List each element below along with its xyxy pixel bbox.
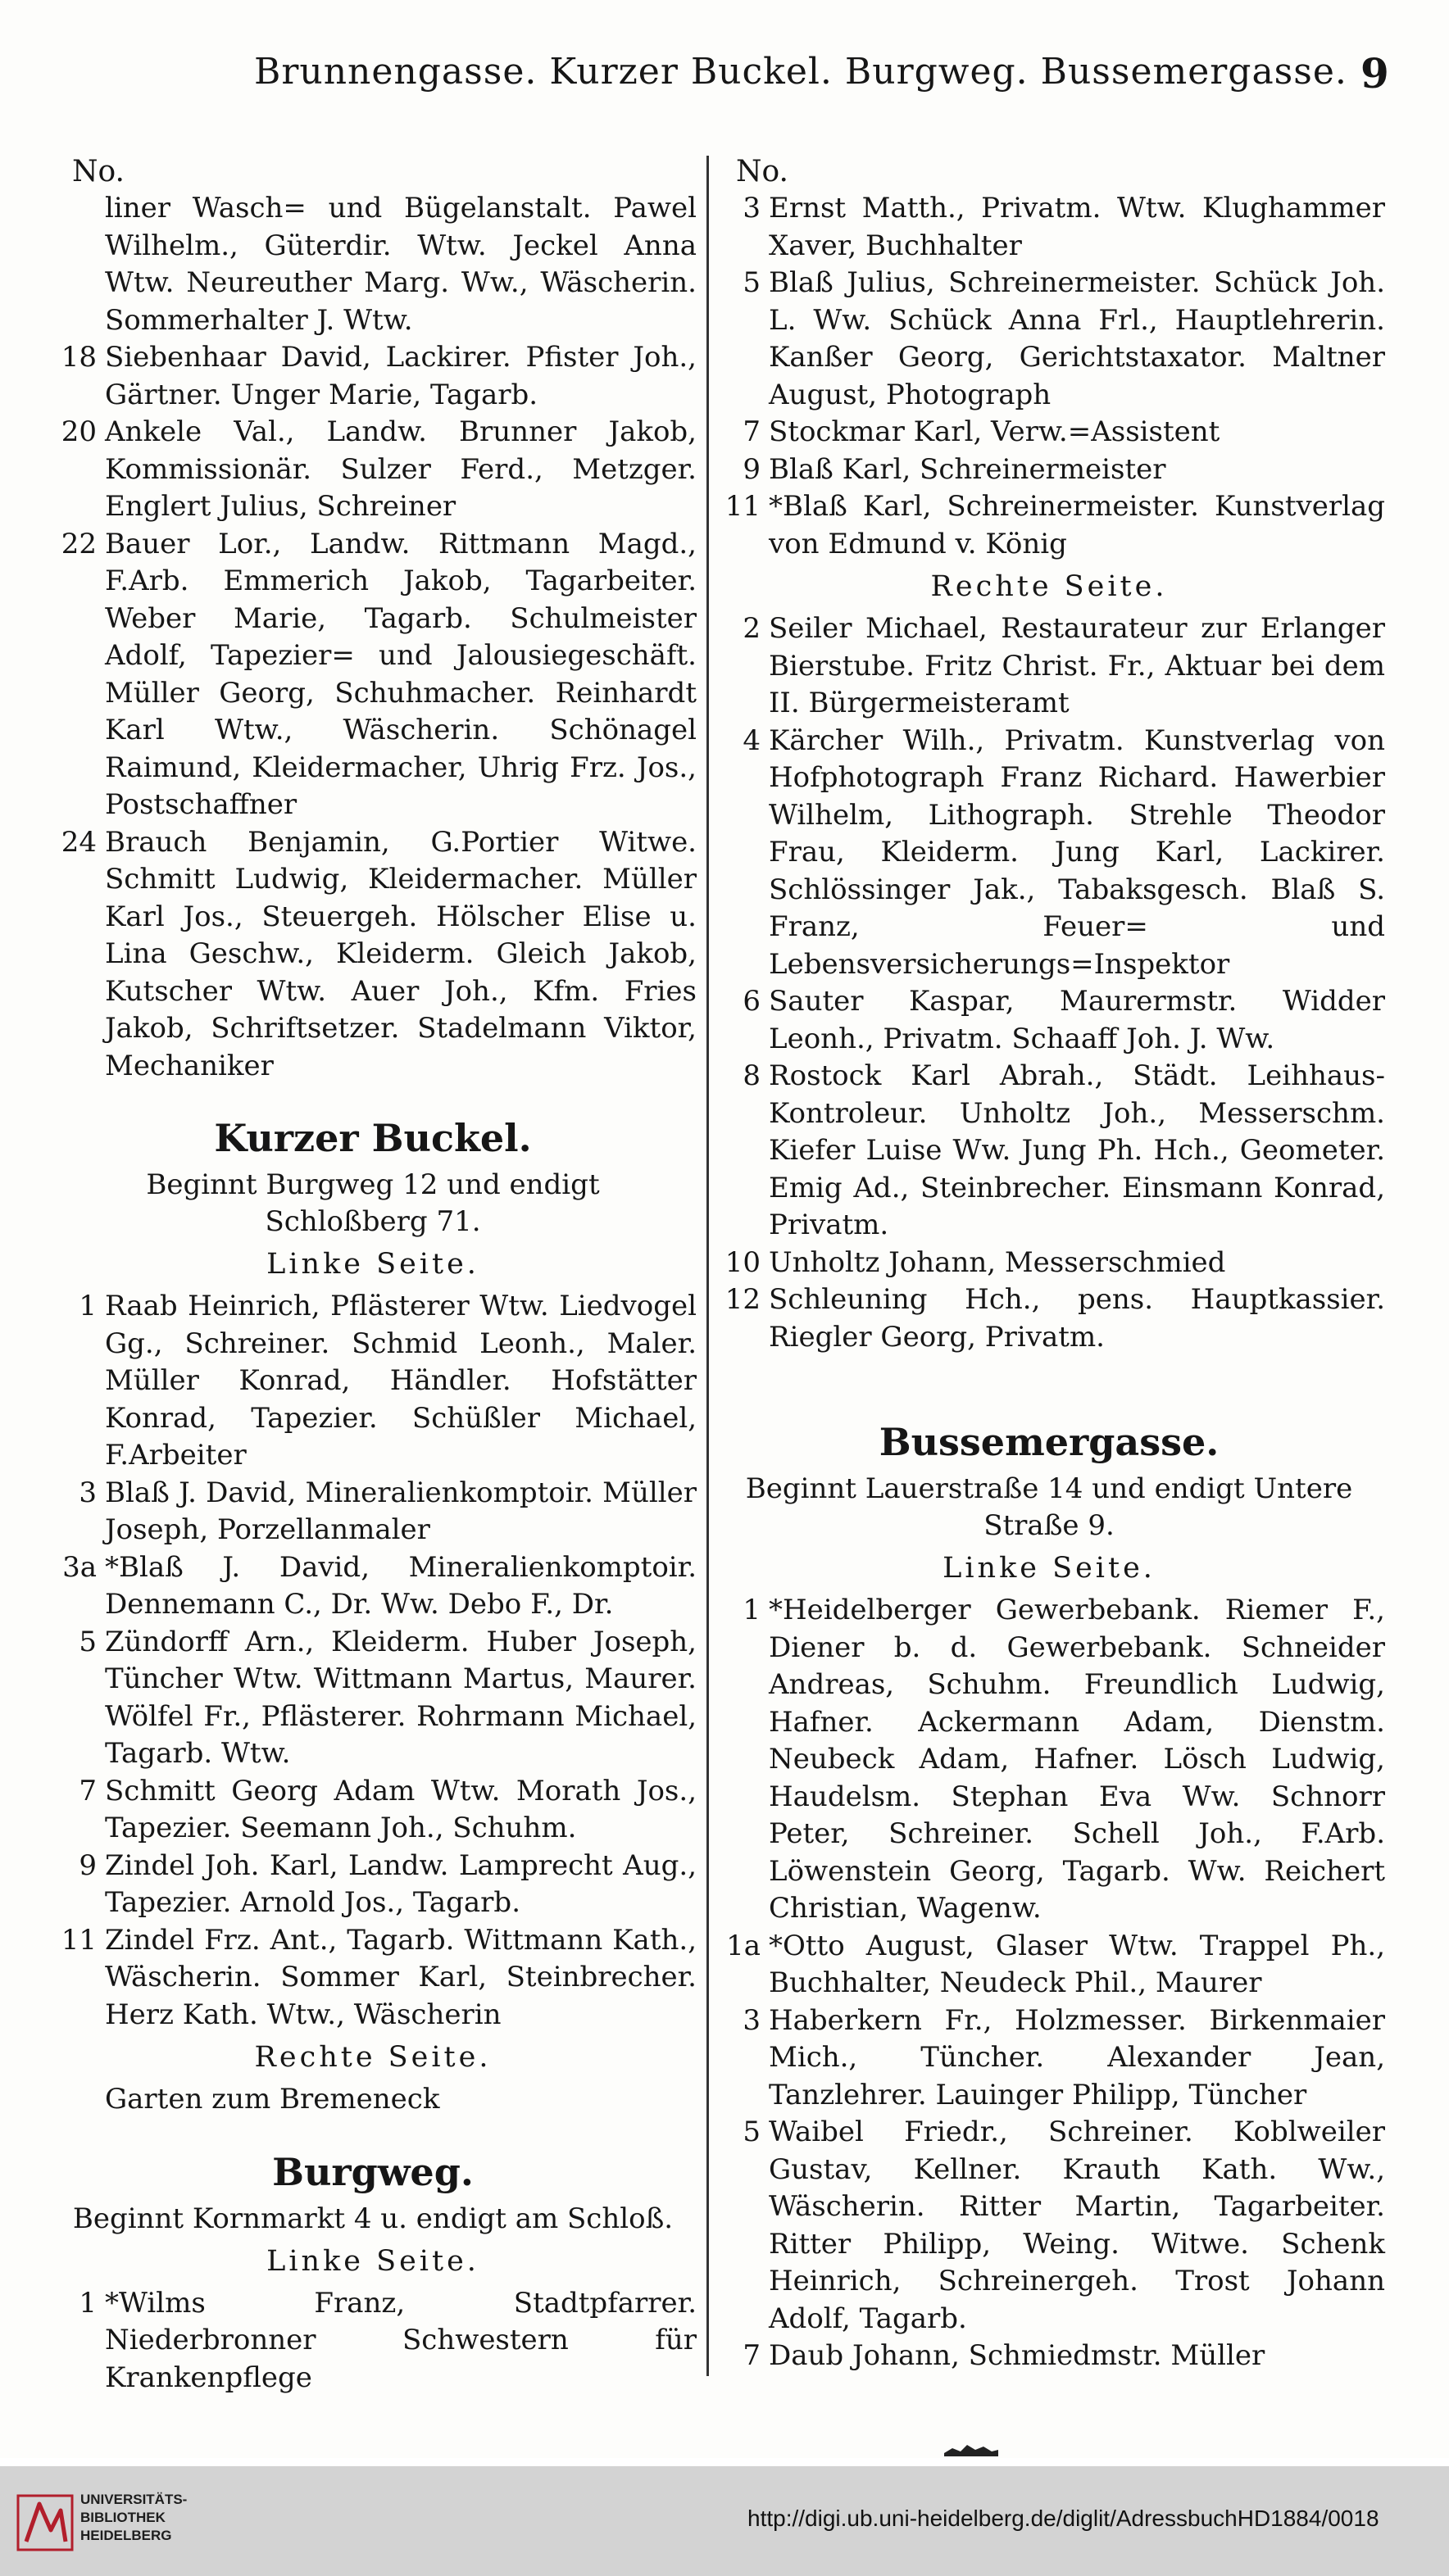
entry-text: Stockmar Karl, Verw.=Assistent — [769, 415, 1220, 448]
entry-text: Blaß Julius, Schreinermeister. Schück Joh. L. Ww. Schück Anna Frl., Hauptlehrerin. Kanßer Georg, Gerichtstaxator. Maltner August, Photograph — [769, 266, 1385, 411]
entry-text: Haberkern Fr., Holzmesser. Birkenmaier Mich., Tüncher. Alexander Jean, Tanzlehrer. Lauinger Philipp, Tüncher — [769, 2003, 1385, 2111]
entry-text: Brauch Benjamin, G.Portier Witwe. Schmitt Ludwig, Kleidermacher. Müller Karl Jos., Steuergeh. Hölscher Elise u. Lina Geschw., Kleiderm. Gleich Jakob, Kutscher Wtw. Auer Joh., Kfm. Fries Jakob, Schriftsetzer. Stadelmann Viktor, Mechaniker — [105, 825, 697, 1082]
house-number: 3 — [79, 1476, 97, 1509]
entry-text: Garten zum Bremeneck — [105, 2083, 440, 2116]
list-item — [49, 824, 697, 1086]
section-title-burgweg: Burgweg. — [272, 2149, 474, 2194]
list-item — [713, 983, 1385, 1058]
entry-text: *Heidelberger Gewerbebank. Riemer F., Diener b. d. Gewerbebank. Schneider Andreas, Schuhm. Freundlich Ludwig, Hafner. Ackermann Adam, Dienstm. Neubeck Adam, Hafner. Lösch Ludwig, Haudelsm. Stephan Eva Ww. Schnorr Peter, Schreiner. Schell Joh., F.Arb. Löwenstein Georg, Tagarb. Ww. Reichert Christian, Wagenw. — [769, 1594, 1385, 1925]
list-item — [713, 414, 1385, 451]
entry-text: Schleuning Hch., pens. Hauptkassier. Riegler Georg, Privatm. — [769, 1283, 1385, 1354]
list-item — [713, 2114, 1385, 2338]
list-item — [49, 1848, 697, 1922]
house-number: 9 — [743, 452, 761, 486]
list-item — [713, 1245, 1385, 1282]
entry-text: Kärcher Wilh., Privatm. Kunstverlag von Hofphotograph Franz Richard. Hawerbier Wilhelm, Lithograph. Strehle Theodor Frau, Kleiderm. Jung Karl, Lackirer. Schlössinger Jak., Tabaksgesch. Blaß S. Franz, Feuer= und Lebensversicherungs=Inspektor — [769, 723, 1385, 981]
logo-text — [80, 2491, 187, 2545]
number-label: No. — [736, 155, 788, 188]
page-number: 9 — [1360, 49, 1389, 98]
house-number: 5 — [79, 1625, 97, 1658]
side-heading-left: Linke Seite. — [943, 1552, 1156, 1585]
entry-text: Ankele Val., Landw. Brunner Jakob, Kommissionär. Sulzer Ferd., Metzger. Englert Julius, Schreiner — [105, 415, 697, 523]
house-number: 11 — [61, 1923, 97, 1957]
entry-text: Zündorff Arn., Kleiderm. Huber Joseph, Tüncher Wtw. Wittmann Martus, Maurer. Wölfel Fr., Pflästerer. Rohrmann Michael, Tagarb. Wtw. — [105, 1625, 697, 1770]
entry-text: Daub Johann, Schmiedmstr. Müller — [769, 2339, 1265, 2372]
list-item — [49, 1624, 697, 1773]
house-number: 24 — [61, 825, 97, 859]
entry-list — [713, 190, 1385, 563]
entry-text: Raab Heinrich, Pflästerer Wtw. Liedvogel Gg., Schreiner. Schmid Leonh., Maler. Müller Konrad, Händler. Hofstätter Konrad, Tapezier. Schüßler Michael, F.Arbeiter — [105, 1290, 697, 1472]
section-title-bussemergasse: Bussemergasse. — [879, 1420, 1220, 1464]
house-number: 11 — [724, 490, 761, 523]
house-number: 1 — [743, 1594, 761, 1626]
list-item — [49, 2081, 697, 2119]
list-item — [713, 451, 1385, 489]
entry-text: Bauer Lor., Landw. Rittmann Magd., F.Arb. Emmerich Jakob, Tagarbeiter. Weber Marie, Tagarb. Schulmeister Adolf, Tapezier= und Jalousiegeschäft. Müller Georg, Schuhmacher. Reinhardt Karl Wtw., Wäscherin. Schönagel Raimund, Kleidermacher, Uhrig Frz. Jos., Postschaffner — [105, 527, 697, 821]
house-number: 22 — [61, 527, 97, 560]
section-description: Beginnt Burgweg 12 und endigt Schloßberg 71. — [146, 1168, 600, 1238]
house-number: 3a — [62, 1550, 97, 1584]
list-item — [713, 1928, 1385, 2002]
house-number: 12 — [724, 1283, 761, 1316]
list-item — [49, 1922, 697, 2034]
section-description: Beginnt Kornmarkt 4 u. endigt am Schloß. — [72, 2202, 674, 2235]
house-number: 7 — [79, 1774, 97, 1807]
house-number: 10 — [724, 1245, 761, 1279]
house-number: 4 — [743, 723, 761, 757]
side-heading-left: Linke Seite. — [266, 2244, 479, 2278]
entry-text: Zindel Joh. Karl, Landw. Lamprecht Aug., Tapezier. Arnold Jos., Tagarb. — [105, 1848, 697, 1919]
house-number: 18 — [61, 341, 97, 374]
house-number: 8 — [743, 1059, 761, 1092]
entry-text: Siebenhaar David, Lackirer. Pfister Joh., Gärtner. Unger Marie, Tagarb. — [105, 341, 697, 411]
left-column — [49, 154, 697, 2397]
logo-line: HEIDELBERG — [80, 2528, 172, 2543]
entry-text: *Blaß J. David, Mineralienkomptoir. Dennemann C., Dr. Ww. Debo F., Dr. — [105, 1550, 697, 1621]
section-description: Beginnt Lauerstraße 14 und endigt Untere Straße 9. — [745, 1472, 1353, 1542]
house-number: 5 — [743, 2116, 761, 2148]
entry-text: Rostock Karl Abrah., Städt. Leihhaus-Kontroleur. Unholtz Joh., Messerschm. Kiefer Luise Ww. Jung Ph. Hch., Geometer. Emig Ad., Steinbrecher. Einsmann Konrad, Privatm. — [769, 1059, 1385, 1241]
list-item — [713, 2002, 1385, 2115]
logo-line: UNIVERSITÄTS- — [80, 2492, 188, 2507]
entry-list — [713, 610, 1385, 1356]
list-item — [713, 1592, 1385, 1928]
entry-text: Seiler Michael, Restaurateur zur Erlanger Bierstube. Fritz Christ. Fr., Aktuar bei dem II. Bürgermeisteramt — [769, 612, 1385, 719]
house-number: 7 — [743, 2339, 761, 2372]
house-number: 9 — [79, 1848, 97, 1882]
house-number: 3 — [743, 2003, 761, 2037]
side-heading-left: Linke Seite. — [266, 1248, 479, 1281]
list-item — [49, 2285, 697, 2397]
house-number: 1a — [726, 1929, 761, 1962]
entry-text: liner Wasch= und Bügelanstalt. Pawel Wilhelm., Güterdir. Wtw. Jeckel Anna Wtw. Neureuther Marg. Ww., Wäscherin. Sommerhalter J. Wtw. — [105, 192, 697, 337]
house-number: 6 — [743, 985, 761, 1018]
side-heading-right: Rechte Seite. — [254, 2041, 492, 2074]
house-number: 7 — [743, 415, 761, 448]
spacer — [713, 1356, 1385, 1389]
house-number: 1 — [79, 2286, 97, 2320]
entry-text: Blaß Karl, Schreinermeister — [769, 452, 1166, 486]
house-number: 1 — [79, 1290, 97, 1322]
entry-text: *Otto August, Glaser Wtw. Trappel Ph., Buchhalter, Neudeck Phil., Maurer — [769, 1929, 1385, 1999]
logo-line: BIBLIOTHEK — [80, 2510, 166, 2525]
side-heading-right: Rechte Seite. — [930, 570, 1168, 603]
list-item — [49, 1288, 697, 1475]
entry-text: Ernst Matth., Privatm. Wtw. Klughammer Xaver, Buchhalter — [769, 192, 1385, 262]
list-item — [49, 1475, 697, 1549]
right-column — [713, 154, 1385, 2375]
list-item — [49, 414, 697, 526]
number-label: No. — [72, 155, 125, 188]
list-item — [713, 610, 1385, 723]
entry-list — [49, 339, 697, 1085]
house-number: 3 — [743, 192, 761, 224]
list-item — [713, 2338, 1385, 2375]
entry-text: Waibel Friedr., Schreiner. Koblweiler Gustav, Kellner. Krauth Kath. Ww., Wäscherin. Ritter Martin, Tagarbeiter. Ritter Philipp, Weing. Witwe. Schenk Heinrich, Schreinergeh. Trost Johann Adolf, Tagarb. — [769, 2116, 1385, 2335]
entry-list — [713, 1592, 1385, 2375]
list-item — [49, 1549, 697, 1624]
entry-text: Schmitt Georg Adam Wtw. Morath Jos., Tapezier. Seemann Joh., Schuhm. — [105, 1774, 697, 1844]
entry-text: *Blaß Karl, Schreinermeister. Kunstverlag von Edmund v. König — [769, 490, 1385, 560]
list-item — [49, 339, 697, 414]
entry-list — [49, 1288, 697, 2034]
entry-text: Unholtz Johann, Messerschmied — [769, 1245, 1226, 1279]
list-item — [713, 723, 1385, 984]
entry-list — [49, 2285, 697, 2397]
list-item — [713, 265, 1385, 414]
house-number: 20 — [61, 415, 97, 448]
entry-text: *Wilms Franz, Stadtpfarrer. Niederbronner Schwestern für Krankenpflege — [105, 2286, 697, 2394]
list-item — [713, 1058, 1385, 1245]
section-title-kurzer-buckel: Kurzer Buckel. — [214, 1116, 532, 1160]
running-head: Brunnengasse. Kurzer Buckel. Burgweg. Bussemergasse. — [254, 51, 1347, 93]
continuation-entry — [49, 190, 697, 339]
house-number: 5 — [743, 266, 761, 299]
entry-text: Zindel Frz. Ant., Tagarb. Wittmann Kath., Wäscherin. Sommer Karl, Steinbrecher. Herz Kath. Wtw., Wäscherin — [105, 1923, 697, 2031]
list-item — [49, 526, 697, 824]
entry-text: Sauter Kaspar, Maurermstr. Widder Leonh., Privatm. Schaaff Joh. J. Ww. — [769, 985, 1385, 1055]
entry-text: Blaß J. David, Mineralienkomptoir. Müller Joseph, Porzellanmaler — [105, 1476, 697, 1546]
column-divider — [706, 156, 709, 2376]
page-edge-mark — [943, 2440, 1000, 2458]
list-item — [49, 1773, 697, 1848]
house-number: 2 — [743, 612, 761, 645]
list-item — [713, 190, 1385, 265]
list-item — [713, 1281, 1385, 1356]
list-item — [713, 488, 1385, 563]
source-url-link[interactable]: http://digi.ub.uni-heidelberg.de/diglit/AdressbuchHD1884/0018 — [747, 2506, 1379, 2531]
